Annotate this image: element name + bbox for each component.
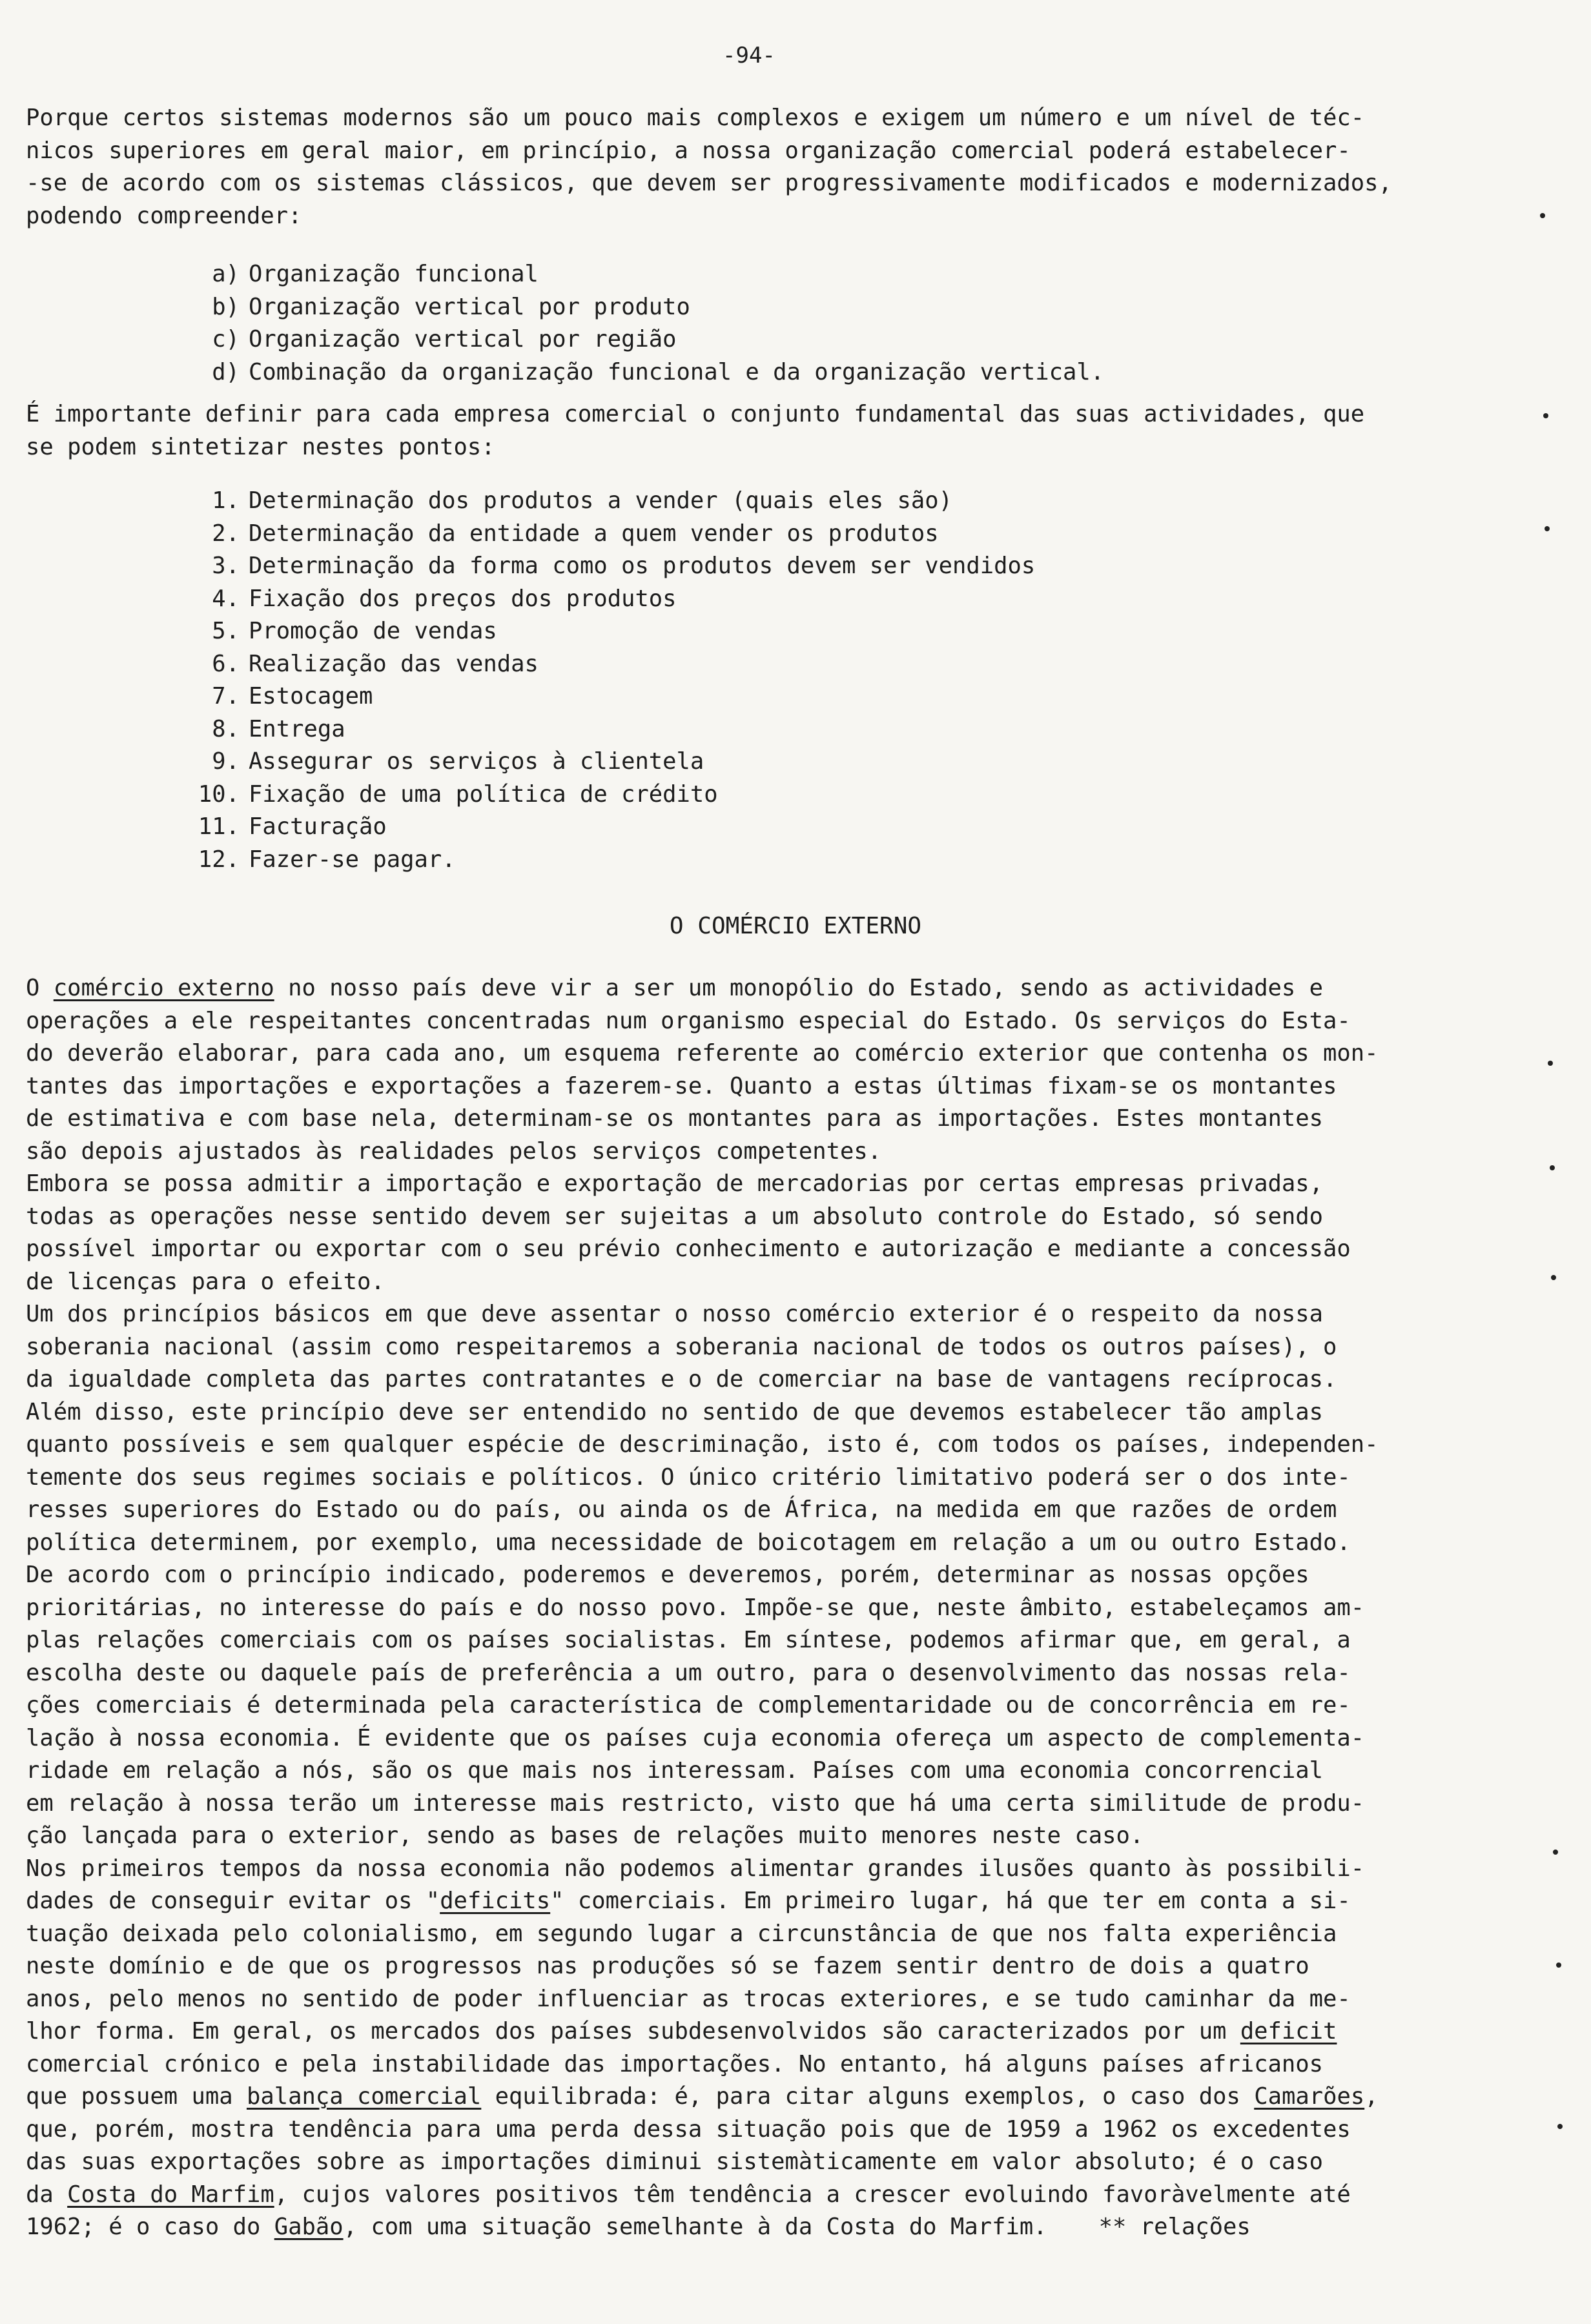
text-line xyxy=(26,2081,1504,2114)
text-line: da igualdade completa das partes contratantes e o de comerciar na base de vantagens recíprocas. xyxy=(26,1366,1337,1392)
text-line: todas as operações nesse sentido devem ser sujeitas a um absoluto controle do Estado, só sendo xyxy=(26,1203,1324,1230)
text-line: plas relações comerciais com os países socialistas. Em síntese, podemos afirmar que, em geral, a xyxy=(26,1627,1351,1653)
text-line: possível importar ou exportar com o seu prévio conhecimento e autorização e mediante a concessão xyxy=(26,1236,1351,1262)
list-item xyxy=(184,615,1346,648)
text-line xyxy=(26,2015,1504,2048)
text-line: são depois ajustados às realidades pelos serviços competentes. xyxy=(26,1137,882,1165)
text-fragment: , xyxy=(1364,2083,1379,2110)
text-fragment: que possuem uma xyxy=(26,2083,247,2110)
list-item xyxy=(184,258,1346,291)
item-number: 5. xyxy=(212,618,240,644)
list-item xyxy=(184,323,1346,356)
text-line: política determinem, por exemplo, uma necessidade de boicotagem em relação a um ou outro Estado. xyxy=(26,1529,1351,1556)
item-number: 7. xyxy=(212,683,240,709)
text-fragment: no nosso país deve vir a ser um monopólio do Estado, sendo as actividades e xyxy=(274,975,1324,1001)
list-item xyxy=(184,844,1346,877)
text-line: das suas exportações sobre as importações diminui sistemàticamente em valor absoluto; é o caso xyxy=(26,2148,1324,2175)
item-text: Assegurar os serviços à clientela xyxy=(249,748,704,775)
scan-mark xyxy=(1553,1850,1558,1855)
underlined-term: deficits xyxy=(440,1888,551,1914)
underlined-term: balança comercial xyxy=(246,2083,482,2110)
item-text: Entrega xyxy=(249,715,345,742)
intro-paragraph xyxy=(26,102,1504,232)
list-item xyxy=(184,485,1346,518)
list-item xyxy=(184,291,1346,324)
text-line: lação à nossa economia. É evidente que os países cuja economia ofereça um aspecto de complementa- xyxy=(26,1724,1365,1751)
text-line: de licenças para o efeito. xyxy=(26,1268,385,1295)
item-text: Facturação xyxy=(249,813,387,840)
scan-mark xyxy=(1540,213,1545,218)
footnote-marker: ** relações xyxy=(1098,2214,1251,2240)
text-line: podendo compreender: xyxy=(26,202,302,229)
underlined-term: comércio externo xyxy=(53,975,274,1001)
item-label: a) xyxy=(212,261,240,287)
section-title: O COMÉRCIO EXTERNO xyxy=(669,913,922,939)
item-text: Realização das vendas xyxy=(249,650,539,677)
text-line: quanto possíveis e sem qualquer espécie de descriminação, isto é, com todos os países, independen- xyxy=(26,1431,1379,1458)
item-number: 8. xyxy=(212,715,240,742)
item-text: Fixação de uma política de crédito xyxy=(249,780,718,808)
text-line: neste domínio e de que os progressos nas produções só se fazem sentir dentro de dois a quatro xyxy=(26,1953,1309,1979)
text-line: ções comerciais é determinada pela característica de complementaridade ou de concorrência em re- xyxy=(26,1692,1351,1718)
list-item xyxy=(184,680,1346,713)
text-fragment: " comerciais. Em primeiro lugar, há que ter em conta a si- xyxy=(550,1888,1351,1914)
text-line: em relação à nossa terão um interesse mais restricto, visto que há uma certa similitude de produ- xyxy=(26,1789,1365,1817)
text-line: É importante definir para cada empresa comercial o conjunto fundamental das suas actividades, que xyxy=(26,401,1365,427)
text-line xyxy=(26,972,1504,1005)
text-line: tuação deixada pelo colonialismo, em segundo lugar a circunstância de que nos falta experiência xyxy=(26,1920,1337,1947)
item-label: c) xyxy=(212,326,240,352)
scan-mark xyxy=(1548,1061,1553,1066)
text-fragment: lhor forma. Em geral, os mercados dos países subdesenvolvidos são caracterizados por um xyxy=(26,2018,1240,2044)
list-item xyxy=(184,583,1346,616)
activities-list xyxy=(184,485,1346,876)
text-fragment: , com uma situação semelhante à da Costa do Marfim. xyxy=(343,2214,1047,2240)
text-line xyxy=(26,1885,1504,1918)
item-number: 1. xyxy=(212,487,240,514)
item-text: Determinação da forma como os produtos devem ser vendidos xyxy=(249,553,1036,579)
text-line: nicos superiores em geral maior, em princípio, a nossa organização comercial poderá estabelecer- xyxy=(26,137,1351,164)
item-number: 3. xyxy=(212,553,240,579)
item-number: 9. xyxy=(212,748,240,775)
item-number: 2. xyxy=(212,520,240,547)
list-item xyxy=(184,811,1346,844)
underlined-term: Camarões xyxy=(1254,2083,1365,2110)
item-text: Organização vertical por região xyxy=(249,326,677,352)
list-item xyxy=(184,550,1346,583)
text-line: se podem sintetizar nestes pontos: xyxy=(26,433,495,460)
item-text: Estocagem xyxy=(249,683,373,709)
scan-mark xyxy=(1557,2124,1563,2129)
item-text: Fixação dos preços dos produtos xyxy=(249,585,677,612)
item-label: b) xyxy=(212,293,240,320)
external-trade-body xyxy=(26,972,1504,2244)
list-item xyxy=(184,518,1346,551)
text-fragment: , cujos valores positivos têm tendência a crescer evoluindo favoràvelmente até xyxy=(274,2181,1351,2208)
item-text: Organização funcional xyxy=(249,261,539,287)
text-line: -se de acordo com os sistemas clássicos, que devem ser progressivamente modificados e modernizados, xyxy=(26,170,1392,196)
text-line: Um dos princípios básicos em que deve assentar o nosso comércio exterior é o respeito da nossa xyxy=(26,1301,1324,1327)
text-line: ridade em relação a nós, são os que mais nos interessam. Países com uma economia concorrencial xyxy=(26,1757,1324,1784)
page-number: -94- xyxy=(723,43,775,68)
item-label: d) xyxy=(212,358,240,385)
list-item xyxy=(184,779,1346,811)
item-number: 11. xyxy=(198,813,240,840)
text-line: operações a ele respeitantes concentradas num organismo especial do Estado. Os serviços do Esta- xyxy=(26,1007,1351,1034)
scan-mark xyxy=(1550,1165,1555,1170)
item-text: Promoção de vendas xyxy=(249,618,497,644)
text-line: Nos primeiros tempos da nossa economia não podemos alimentar grandes ilusões quanto às possibili- xyxy=(26,1855,1365,1882)
item-text: Combinação da organização funcional e da organização vertical. xyxy=(249,358,1105,385)
text-line: Porque certos sistemas modernos são um pouco mais complexos e exigem um número e um nível de téc- xyxy=(26,105,1365,131)
scan-mark xyxy=(1545,526,1550,531)
underlined-term: deficit xyxy=(1240,2018,1337,2044)
item-text: Fazer-se pagar. xyxy=(249,846,456,873)
text-line: comercial crónico e pela instabilidade das importações. No entanto, há alguns países africanos xyxy=(26,2050,1324,2077)
scan-mark xyxy=(1551,1275,1556,1280)
list-item xyxy=(184,746,1346,779)
item-number: 6. xyxy=(212,650,240,677)
underlined-term: Gabão xyxy=(274,2214,344,2240)
item-text: Determinação da entidade a quem vender os produtos xyxy=(249,520,939,547)
text-line: ção lançada para o exterior, sendo as bases de relações muito menores neste caso. xyxy=(26,1822,1144,1849)
text-line: escolha deste ou daquele país de preferência a um outro, para o desenvolvimento das nossas rela- xyxy=(26,1659,1351,1686)
item-number: 10. xyxy=(198,780,240,808)
activities-intro xyxy=(26,398,1504,464)
text-line: resses superiores do Estado ou do país, ou ainda os de África, na medida em que razões de ordem xyxy=(26,1496,1337,1523)
text-line xyxy=(26,2179,1504,2212)
text-fragment: O xyxy=(26,975,54,1001)
list-item xyxy=(184,648,1346,681)
item-number: 12. xyxy=(198,846,240,873)
scan-mark xyxy=(1556,1962,1561,1968)
scan-mark xyxy=(1543,413,1548,418)
text-fragment: dades de conseguir evitar os " xyxy=(26,1888,440,1914)
text-line: De acordo com o princípio indicado, poderemos e deveremos, porém, determinar as nossas opções xyxy=(26,1562,1309,1588)
list-item xyxy=(184,713,1346,746)
text-line: do deverão elaborar, para cada ano, um esquema referente ao comércio exterior que contenha os mon- xyxy=(26,1040,1379,1066)
item-text: Determinação dos produtos a vender (quais eles são) xyxy=(249,487,953,514)
item-text: Organização vertical por produto xyxy=(249,293,690,320)
text-line: de estimativa e com base nela, determinam-se os montantes para as importações. Estes montantes xyxy=(26,1105,1324,1132)
list-item xyxy=(184,356,1346,389)
text-line: Embora se possa admitir a importação e exportação de mercadorias por certas empresas privadas, xyxy=(26,1170,1324,1197)
text-fragment: da xyxy=(26,2181,68,2208)
text-fragment: 1962; é o caso do xyxy=(26,2214,274,2240)
text-line: tantes das importações e exportações a fazerem-se. Quanto a estas últimas fixam-se os montantes xyxy=(26,1072,1337,1099)
text-line: anos, pelo menos no sentido de poder influenciar as trocas exteriores, e se tudo caminhar da me- xyxy=(26,1985,1351,2012)
text-fragment: equilibrada: é, para citar alguns exemplos, o caso dos xyxy=(481,2083,1255,2110)
text-line: Além disso, este princípio deve ser entendido no sentido de que devemos estabelecer tão amplas xyxy=(26,1398,1324,1425)
item-number: 4. xyxy=(212,585,240,612)
organization-types-list xyxy=(184,258,1346,389)
text-line: soberania nacional (assim como respeitaremos a soberania nacional de todos os outros países), o xyxy=(26,1333,1337,1360)
text-line: prioritárias, no interesse do país e do nosso povo. Impõe-se que, neste âmbito, estabeleçamos am- xyxy=(26,1594,1365,1621)
underlined-term: Costa do Marfim xyxy=(67,2181,274,2208)
text-line: que, porém, mostra tendência para uma perda dessa situação pois que de 1959 a 1962 os excedentes xyxy=(26,2115,1351,2143)
text-line: temente dos seus regimes sociais e políticos. O único critério limitativo poderá ser o dos inte- xyxy=(26,1463,1351,1491)
text-line xyxy=(26,2211,1504,2244)
